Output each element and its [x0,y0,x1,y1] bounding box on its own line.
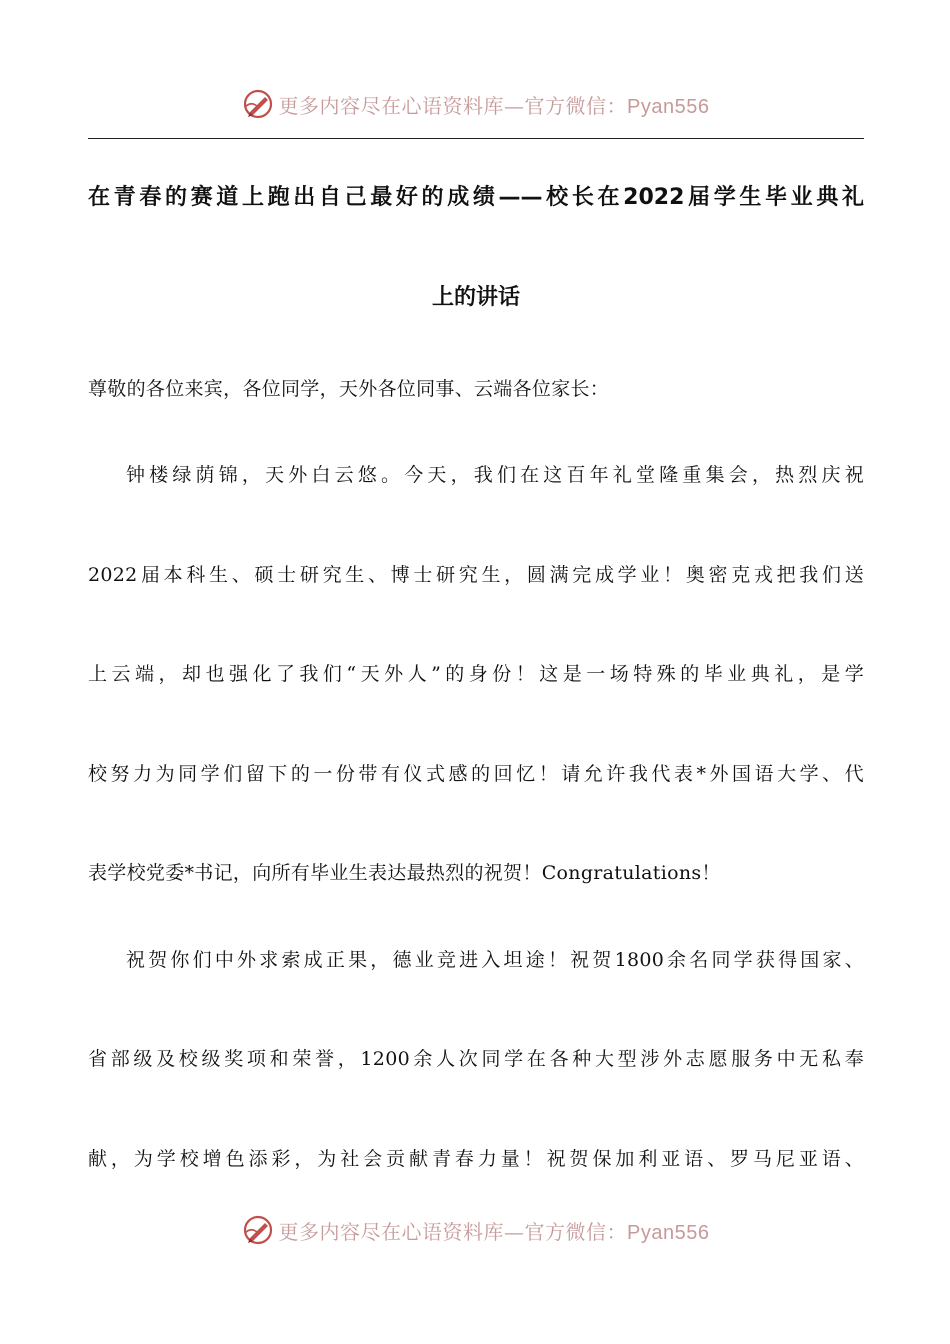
paragraph-1-line-4: 校努力为同学们留下的一份带有仪式感的回忆！请允许我代表*外国语大学、代 [88,763,864,785]
header-banner [0,84,950,124]
paragraph-1-line-2: 2022届本科生、硕士研究生、博士研究生，圆满完成学业！奥密克戎把我们送 [88,564,864,586]
paragraph-2-line-3: 献，为学校增色添彩，为社会贡献青春力量！祝贺保加利亚语、罗马尼亚语、 [88,1148,864,1170]
banner-text: 更多内容尽在心语资料库—官方微信：Pyan556 [278,1219,710,1244]
paragraph-1-line-1: 钟楼绿荫锦，天外白云悠。今天，我们在这百年礼堂隆重集会，热烈庆祝 [126,464,864,486]
footer-banner [0,1210,950,1250]
document-title-line-1: 在青春的赛道上跑出自己最好的成绩——校长在2022届学生毕业典礼 [88,185,864,210]
document-title-line-2: 上的讲话 [431,285,520,310]
pen-logo-icon [241,87,275,121]
paragraph-1-line-5: 表学校党委*书记，向所有毕业生表达最热烈的祝贺！Congratulations！ [88,862,721,884]
paragraph-1-line-3: 上云端，却也强化了我们“天外人”的身份！这是一场特殊的毕业典礼，是学 [88,663,864,685]
pen-logo-icon [241,1213,275,1247]
header-divider [88,138,864,139]
banner-text: 更多内容尽在心语资料库—官方微信：Pyan556 [278,93,710,118]
greeting: 尊敬的各位来宾，各位同学，天外各位同事、云端各位家长： [88,378,610,400]
paragraph-2-line-1: 祝贺你们中外求索成正果，德业竞进入坦途！祝贺1800余名同学获得国家、 [126,949,864,971]
paragraph-2-line-2: 省部级及校级奖项和荣誉，1200余人次同学在各种大型涉外志愿服务中无私奉 [88,1048,864,1070]
